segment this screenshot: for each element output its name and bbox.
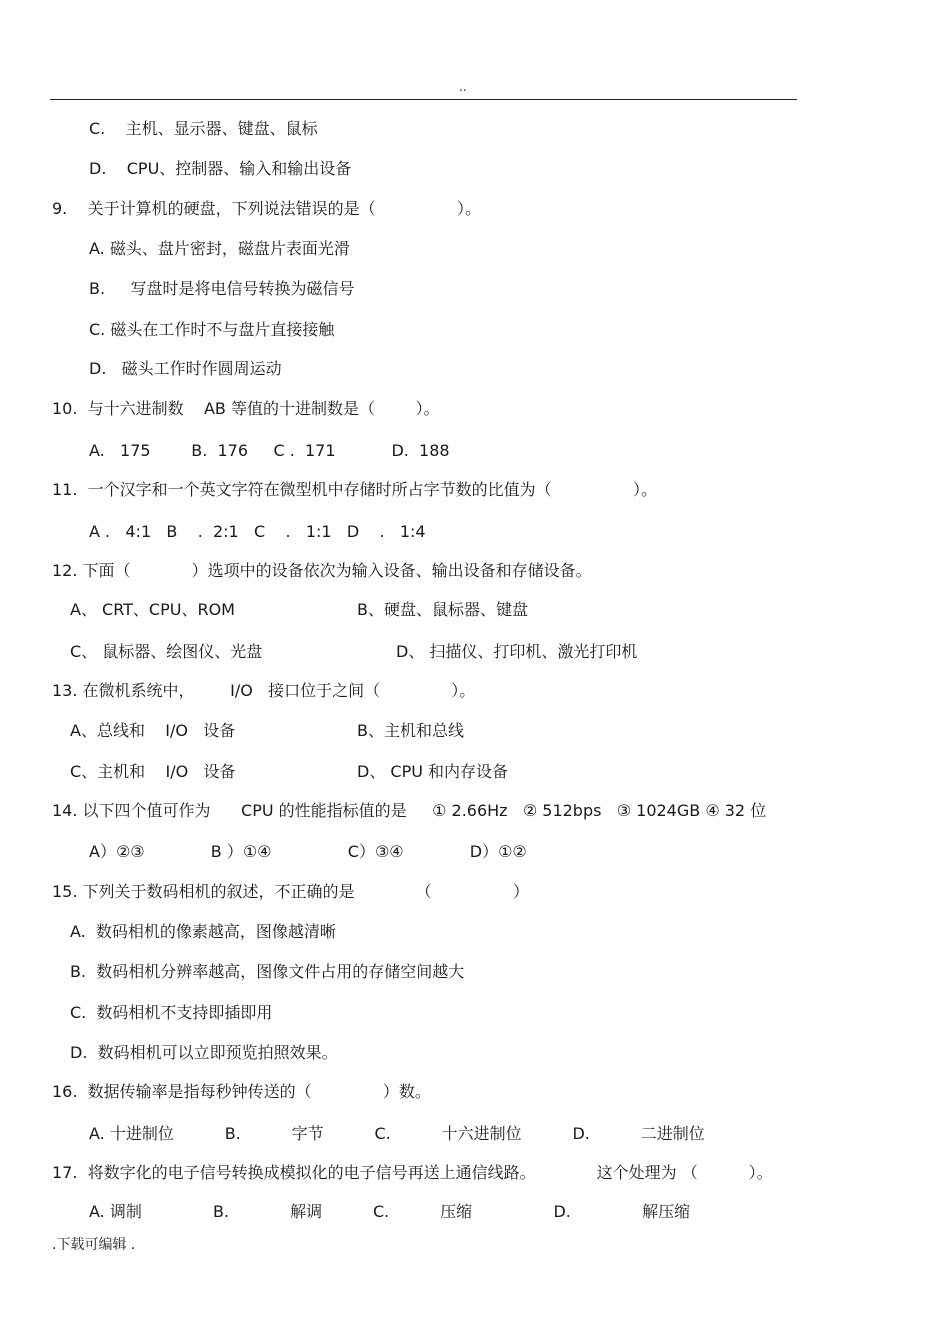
q8-option-c: C. 主机、显示器、键盘、鼠标 (89, 119, 318, 138)
q15-option-a: A. 数码相机的像素越高，图像越清晰 (70, 922, 336, 941)
q9-option-c: C. 磁头在工作时不与盘片直接接触 (89, 320, 335, 339)
question-17: 17. 将数字化的电子信号转换成模拟化的电子信号再送上通信线路。 这个处理为 （ ）。 (52, 1163, 773, 1182)
footer-note: .下载可编辑 . (52, 1237, 136, 1253)
q9-option-d: D. 磁头工作时作圆周运动 (89, 359, 282, 378)
q15-option-d: D. 数码相机可以立即预览拍照效果。 (70, 1043, 338, 1062)
q13-option-a: A、总线和 I/O 设备 (70, 721, 236, 740)
question-9: 9. 关于计算机的硬盘，下列说法错误的是（ ）。 (52, 199, 481, 218)
q13-option-d: D、 CPU 和内存设备 (357, 762, 509, 781)
header-mark: .. (459, 80, 467, 94)
q12-option-d: D、 扫描仪、打印机、激光打印机 (396, 642, 638, 661)
q12-option-b: B、硬盘、鼠标器、键盘 (357, 600, 528, 619)
question-10: 10. 与十六进制数 AB 等值的十进制数是（ ）。 (52, 399, 440, 418)
question-12: 12. 下面（ ）选项中的设备依次为输入设备、输出设备和存储设备。 (52, 561, 592, 580)
q17-options: A. 调制 B. 解调 C. 压缩 D. 解压缩 (89, 1202, 691, 1221)
q9-option-a: A. 磁头、盘片密封，磁盘片表面光滑 (89, 239, 350, 258)
question-13: 13. 在微机系统中， I/O 接口位于之间（ ）。 (52, 681, 476, 700)
header-rule (50, 99, 797, 100)
q15-option-b: B. 数码相机分辨率越高，图像文件占用的存储空间越大 (70, 962, 465, 981)
q16-options: A. 十进制位 B. 字节 C. 十六进制位 D. 二进制位 (89, 1124, 705, 1143)
q14-options: A）②③ B ）①④ C）③④ D）①② (89, 842, 527, 861)
q11-options: A . 4:1 B . 2:1 C . 1:1 D . 1:4 (89, 522, 426, 541)
q12-option-c: C、 鼠标器、绘图仪、光盘 (70, 642, 263, 661)
question-11: 11. 一个汉字和一个英文字符在微型机中存储时所占字节数的比值为（ ）。 (52, 480, 657, 499)
q13-option-b: B、主机和总线 (357, 721, 464, 740)
q13-option-c: C、主机和 I/O 设备 (70, 762, 236, 781)
q8-option-d: D. CPU、控制器、输入和输出设备 (89, 159, 352, 178)
question-15: 15. 下列关于数码相机的叙述，不正确的是 （ ） (52, 882, 529, 901)
question-16: 16. 数据传输率是指每秒钟传送的（ ）数。 (52, 1082, 431, 1101)
q12-option-a: A、 CRT、CPU、ROM (70, 600, 235, 619)
q9-option-b: B. 写盘时是将电信号转换为磁信号 (89, 279, 355, 298)
q10-options: A. 175 B. 176 C . 171 D. 188 (89, 441, 450, 460)
q15-option-c: C. 数码相机不支持即插即用 (70, 1003, 273, 1022)
question-14: 14. 以下四个值可作为 CPU 的性能指标值的是 ① 2.66Hz ② 512bps ③ 1024GB ④ 32 位 (52, 801, 767, 820)
